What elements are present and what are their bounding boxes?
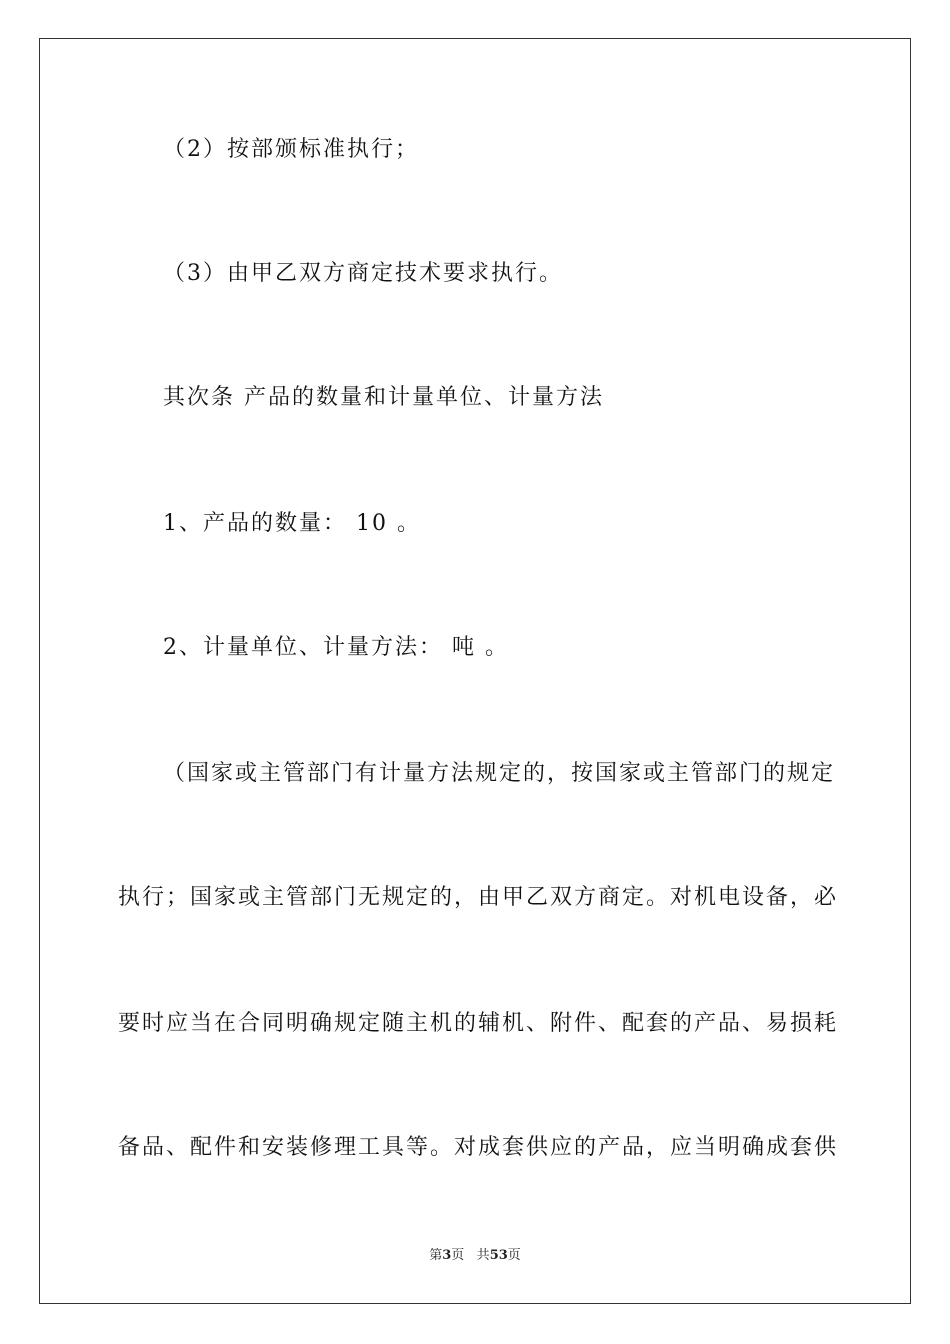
text-line-3: 其次条 产品的数量和计量单位、计量方法 [163,385,604,410]
footer-total-pages: 53 [489,1248,508,1263]
text-line-2: （3）由甲乙双方商定技术要求执行。 [163,261,563,286]
text-line-1: （2）按部颁标准执行； [163,137,419,162]
text-line-4: 1、产品的数量： 10 。 [163,511,421,536]
footer-total-prefix: 共 [476,1248,490,1263]
page-border [39,38,911,1304]
text-line-7: 执行；国家或主管部门无规定的，由甲乙双方商定。对机电设备，必 [118,885,839,910]
text-line-8: 要时应当在合同明确规定随主机的辅机、附件、配套的产品、易损耗 [118,1011,839,1036]
footer-total-suffix: 页 [507,1248,521,1263]
footer-page-number: 3 [442,1248,452,1263]
text-line-9: 备品、配件和安装修理工具等。对成套供应的产品，应当明确成套供 [118,1135,839,1160]
page-footer [0,1247,950,1265]
text-line-5: 2、计量单位、计量方法： 吨 。 [163,635,509,660]
footer-page-suffix: 页 [451,1248,465,1263]
text-line-6: （国家或主管部门有计量方法规定的，按国家或主管部门的规定 [163,761,836,786]
footer-page-prefix: 第 [429,1248,443,1263]
